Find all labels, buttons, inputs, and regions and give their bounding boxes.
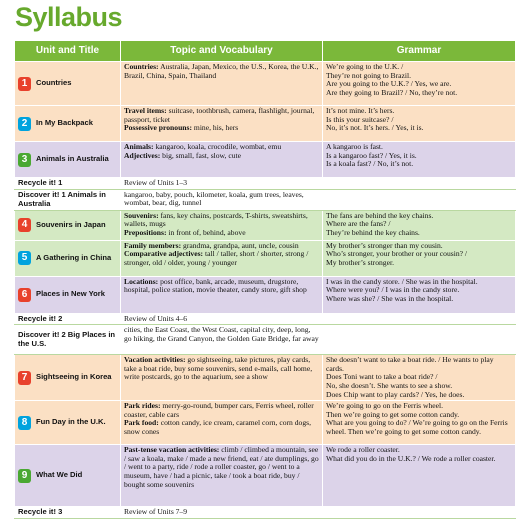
unit-title: Discover it! 1 Animals in Australia — [15, 189, 121, 210]
unit-cell — [15, 401, 121, 445]
grammar-line: Are they going to Brazil? / No, they’re not. — [326, 87, 458, 97]
table-row — [15, 210, 516, 240]
grammar-cell — [323, 507, 516, 519]
unit-title: Souvenirs in Japan — [36, 219, 106, 229]
topic-text: climb / climbed a mountain, see / saw a koala, make / made a new friend, eat / ate dumplings, go / went to a party, ride / rode a roller coaster, go / went to a museum, have / had a picnic, take / took a boat ride, buy / bought some souvenirs — [124, 445, 319, 489]
table-row — [15, 178, 516, 190]
grammar-line: My brother’s stronger than my cousin. — [326, 240, 443, 250]
unit-number-badge: 6 — [18, 288, 31, 302]
topic-text: merry-go-round, bumper cars, Ferris wheel, roller coaster, cable cars — [124, 401, 314, 419]
topic-label: Possessive pronouns: — [124, 123, 193, 133]
grammar-line: A kangaroo is fast. — [326, 142, 383, 151]
topic-text: kangaroo, baby, pouch, kilometer, koala, gum trees, leaves, wombat, bear, dig, tunnel — [121, 189, 323, 210]
table-row — [15, 325, 516, 355]
unit-title: Recycle it! 2 — [15, 313, 121, 325]
topic-cell — [121, 276, 323, 313]
grammar-line: What did you do in the U.K.? / We rode a roller coaster. — [326, 453, 496, 463]
topic-cell — [121, 240, 323, 276]
page-title: Syllabus — [15, 2, 123, 32]
grammar-line: Who’s stronger, your brother or your cousin? / — [326, 249, 467, 259]
table-row — [15, 401, 516, 445]
grammar-line: Is a kangaroo fast? / Yes, it is. — [326, 150, 417, 160]
unit-number-badge: 4 — [18, 218, 31, 232]
grammar-line: Are you going to the U.K.? / Yes, we are. — [326, 79, 452, 89]
unit-title: Recycle it! 3 — [15, 507, 121, 519]
topic-text: fans, key chains, postcards, T-shirts, sweatshirts, wallets, mugs — [124, 210, 308, 229]
grammar-line: Is a koala fast? / No, it’s not. — [326, 159, 414, 169]
topic-text: cities, the East Coast, the West Coast, capital city, deep, long, go hiking, the Grand Canyon, the Golden Gate Bridge, far away — [121, 325, 323, 355]
unit-number-badge: 5 — [18, 251, 31, 265]
topic-text: mine, his, hers — [192, 123, 239, 133]
header-topic: Topic and Vocabulary — [121, 41, 323, 62]
table-row — [15, 142, 516, 178]
grammar-cell — [323, 355, 516, 401]
grammar-cell — [323, 401, 516, 445]
grammar-line: They’re not going to Brazil. — [326, 70, 411, 80]
grammar-cell — [323, 276, 516, 313]
header-grammar: Grammar — [323, 41, 516, 62]
topic-label: Comparative adjectives: — [124, 249, 204, 259]
table-row — [15, 313, 516, 325]
grammar-line: She doesn’t want to take a boat ride. / He wants to play cards. — [326, 355, 494, 373]
grammar-line: I was in the candy store. / She was in the hospital. — [326, 276, 478, 286]
grammar-line: No, she doesn’t. She wants to see a show. — [326, 380, 453, 390]
grammar-line: Does Toni want to take a boat ride? / — [326, 372, 438, 382]
table-row — [15, 507, 516, 519]
topic-cell — [121, 355, 323, 401]
unit-title: Sightseeing in Korea — [36, 372, 112, 382]
grammar-cell — [323, 240, 516, 276]
unit-cell — [15, 276, 121, 313]
header-unit: Unit and Title — [15, 41, 121, 62]
topic-cell — [121, 445, 323, 507]
grammar-line: Where are the fans? / — [326, 219, 391, 229]
topic-text: Review of Units 4–6 — [121, 313, 323, 325]
topic-text: Review of Units 1–3 — [121, 178, 323, 190]
topic-cell — [121, 210, 323, 240]
unit-title: What We Did — [36, 470, 83, 480]
topic-cell — [121, 62, 323, 106]
grammar-line: We’re going to the U.K. / — [326, 62, 404, 71]
grammar-cell — [323, 178, 516, 190]
topic-cell — [121, 106, 323, 142]
topic-label: Park rides: — [124, 401, 161, 411]
grammar-line: Where were you? / I was in the candy store. — [326, 285, 460, 295]
topic-label: Vacation activities: — [124, 355, 186, 365]
unit-title: Fun Day in the U.K. — [36, 417, 106, 427]
unit-cell — [15, 445, 121, 507]
topic-text: cotton candy, ice cream, caramel corn, corn dogs, snow cones — [124, 418, 311, 436]
grammar-cell — [323, 445, 516, 507]
header-row — [15, 41, 516, 62]
grammar-line: We’re going to go on the Ferris wheel. — [326, 401, 444, 411]
topic-text: Australia, Japan, Mexico, the U.S., Korea, the U.K., Brazil, China, Spain, Thailand — [124, 62, 319, 80]
table-row — [15, 62, 516, 106]
grammar-cell — [323, 106, 516, 142]
topic-text: Review of Units 7–9 — [121, 507, 323, 519]
unit-number-badge: 1 — [18, 77, 31, 91]
topic-text: grandma, grandpa, aunt, uncle, cousin — [181, 240, 299, 250]
topic-cell — [121, 142, 323, 178]
grammar-line: My brother’s stronger. — [326, 257, 394, 267]
topic-label: Locations: — [124, 276, 159, 286]
topic-label: Adjectives: — [124, 150, 161, 160]
grammar-line: No, it’s not. It’s hers. / Yes, it is. — [326, 123, 424, 133]
grammar-cell — [323, 313, 516, 325]
topic-text: tall / taller, short / shorter, strong / stronger, old / older, young / younger — [124, 249, 309, 267]
table-row — [15, 276, 516, 313]
grammar-line: Where was she? / She was in the hospital. — [326, 293, 454, 303]
topic-label: Travel items: — [124, 106, 167, 115]
topic-text: in front of, behind, above — [166, 227, 246, 237]
unit-cell — [15, 210, 121, 240]
unit-number-badge: 9 — [18, 469, 31, 483]
table-row — [15, 445, 516, 507]
table-row — [15, 106, 516, 142]
grammar-cell — [323, 189, 516, 210]
grammar-line: Does Chip want to play cards? / Yes, he does. — [326, 389, 465, 399]
unit-cell — [15, 106, 121, 142]
topic-label: Souvenirs: — [124, 210, 159, 220]
unit-title: Countries — [36, 78, 72, 88]
topic-label: Animals: — [124, 142, 154, 151]
unit-number-badge: 3 — [18, 153, 31, 167]
unit-number-badge: 7 — [18, 371, 31, 385]
topic-text: suitcase, toothbrush, camera, flashlight, journal, passport, ticket — [124, 106, 315, 124]
grammar-cell — [323, 325, 516, 355]
unit-title: Recycle it! 1 — [15, 178, 121, 190]
unit-title: Animals in Australia — [36, 154, 109, 164]
topic-label: Countries: — [124, 62, 159, 71]
unit-title: Places in New York — [36, 289, 105, 299]
grammar-cell — [323, 62, 516, 106]
grammar-cell — [323, 142, 516, 178]
grammar-line: They’re behind the key chains. — [326, 227, 420, 237]
unit-cell — [15, 142, 121, 178]
unit-number-badge: 2 — [18, 117, 31, 131]
topic-text: kangaroo, koala, crocodile, wombat, emu — [153, 142, 282, 151]
unit-title: Discover it! 2 Big Places in the U.S. — [15, 325, 121, 355]
unit-cell — [15, 62, 121, 106]
grammar-line: Then we’re going to get some cotton candy. — [326, 409, 460, 419]
topic-cell — [121, 401, 323, 445]
grammar-line: It’s not mine. It’s hers. — [326, 106, 395, 115]
table-row — [15, 355, 516, 401]
grammar-line: The fans are behind the key chains. — [326, 210, 434, 220]
grammar-line: What are you going to do? / We’re going to go on the Ferris wheel. Then we’re going to get some cotton candy. — [326, 418, 508, 436]
table-row — [15, 189, 516, 210]
topic-label: Prepositions: — [124, 227, 167, 237]
syllabus-table — [14, 40, 516, 519]
unit-number-badge: 8 — [18, 416, 31, 430]
topic-text: big, small, fast, slow, cute — [160, 150, 241, 160]
grammar-line: We rode a roller coaster. — [326, 445, 400, 455]
topic-label: Past-tense vacation activities: — [124, 445, 220, 455]
unit-title: A Gathering in China — [36, 252, 112, 262]
grammar-line: Is this your suitcase? / — [326, 114, 394, 124]
unit-title: In My Backpack — [36, 118, 93, 128]
topic-label: Park food: — [124, 418, 159, 428]
unit-cell — [15, 355, 121, 401]
grammar-cell — [323, 210, 516, 240]
topic-label: Family members: — [124, 240, 182, 250]
unit-cell — [15, 240, 121, 276]
topic-text: go sightseeing, take pictures, play cards, take a boat ride, buy some souvenirs, send e-mails, call home, write postcards, go to the aquarium, see a show — [124, 355, 313, 382]
table-row — [15, 240, 516, 276]
topic-text: post office, bank, arcade, museum, drugstore, hospital, police station, movie theater, candy store, gift shop — [124, 276, 307, 295]
